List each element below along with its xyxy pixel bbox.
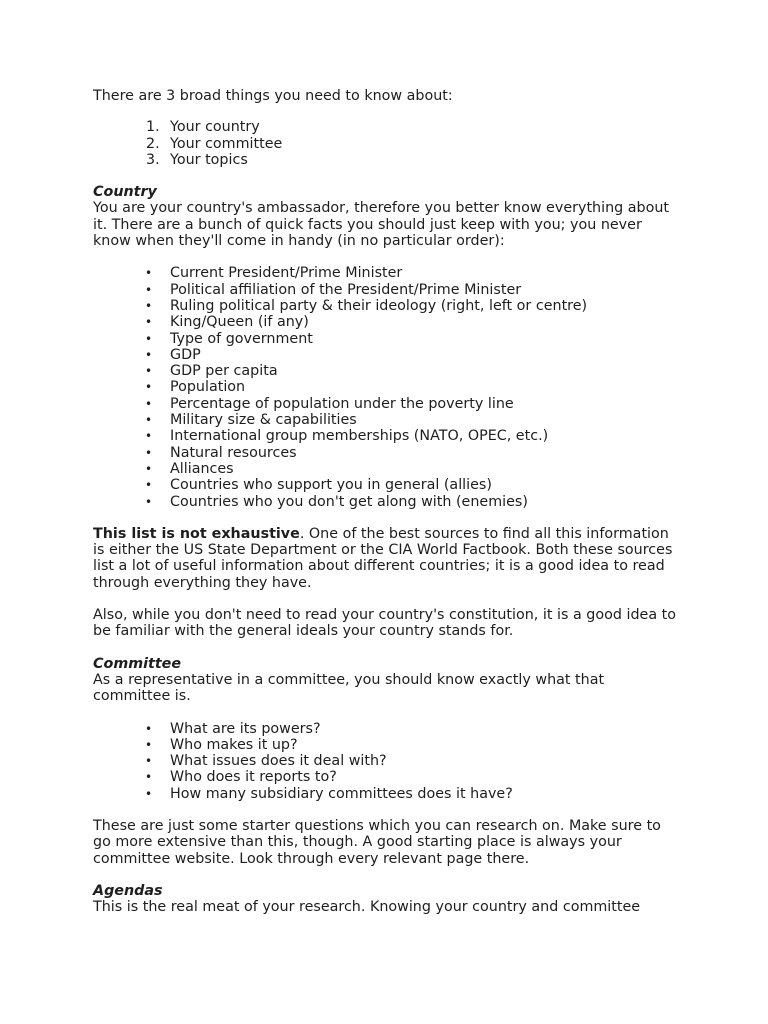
list-item xyxy=(93,428,683,444)
list-item-text: GDP per capita xyxy=(170,363,278,380)
bullet-icon: • xyxy=(145,786,153,801)
list-item-text: Your committee xyxy=(170,135,283,152)
list-item xyxy=(93,477,683,493)
country-facts-list xyxy=(93,265,683,509)
list-item xyxy=(93,737,683,753)
bullet-icon: • xyxy=(145,282,153,297)
list-item xyxy=(93,786,683,802)
agendas-intro-paragraph: This is the real meat of your research. Knowing your country and committee xyxy=(93,899,641,916)
bullet-icon: • xyxy=(145,266,153,281)
list-item-text: Natural resources xyxy=(170,444,297,461)
committee-intro-paragraph: As a representative in a committee, you should know exactly what that committee is. xyxy=(93,671,605,705)
not-exhaustive-text: . One of the best sources to find all this information is either the US State Department or the CIA World Factbook. Both these sources list a lot of useful information about different countries; it is a good idea to read through everything they have. xyxy=(93,525,673,591)
list-item-text: Your topics xyxy=(170,151,248,168)
list-item-text: Percentage of population under the poverty line xyxy=(170,395,514,412)
list-item-text: King/Queen (if any) xyxy=(170,314,309,331)
list-item-text: Who makes it up? xyxy=(170,736,298,753)
list-item xyxy=(93,347,683,363)
list-item xyxy=(93,445,683,461)
list-item xyxy=(93,152,683,168)
list-item-text: Countries who you don't get along with (enemies) xyxy=(170,493,528,510)
list-item-text: Ruling political party & their ideology (right, left or centre) xyxy=(170,297,588,314)
intro-paragraph: There are 3 broad things you need to know about: xyxy=(93,88,453,104)
agendas-heading: Agendas xyxy=(93,882,163,899)
not-exhaustive-bold: This list is not exhaustive xyxy=(93,525,300,542)
list-item xyxy=(93,412,683,428)
list-item-text: Who does it reports to? xyxy=(170,769,337,786)
committee-questions-list xyxy=(93,721,683,802)
list-item xyxy=(93,331,683,347)
list-item xyxy=(93,379,683,395)
list-item xyxy=(93,282,683,298)
list-item-text: Countries who support you in general (allies) xyxy=(170,477,492,494)
bullet-icon: • xyxy=(145,461,153,476)
bullet-icon: • xyxy=(145,494,153,509)
list-item xyxy=(93,363,683,379)
bullet-icon: • xyxy=(145,413,153,428)
list-item xyxy=(93,265,683,281)
list-number: 2. xyxy=(146,135,160,152)
list-item-text: What are its powers? xyxy=(170,720,321,737)
bullet-icon: • xyxy=(145,364,153,379)
list-item-text: Population xyxy=(170,379,246,396)
list-item xyxy=(93,494,683,510)
list-item-text: Political affiliation of the President/Prime Minister xyxy=(170,281,522,298)
list-item xyxy=(93,753,683,769)
bullet-icon: • xyxy=(145,737,153,752)
list-item-text: Military size & capabilities xyxy=(170,412,357,429)
bullet-icon: • xyxy=(145,315,153,330)
bullet-icon: • xyxy=(145,429,153,444)
bullet-icon: • xyxy=(145,445,153,460)
bullet-icon: • xyxy=(145,754,153,769)
list-item-text: Current President/Prime Minister xyxy=(170,265,403,282)
list-item xyxy=(93,314,683,330)
committee-heading: Committee xyxy=(93,655,182,672)
not-exhaustive-paragraph xyxy=(93,526,683,591)
bullet-icon: • xyxy=(145,331,153,346)
committee-outro-paragraph: These are just some starter questions which you can research on. Make sure to go more extensive than this, though. A good starting place is always your committee website. Look through every relevant page there. xyxy=(93,817,661,867)
list-item xyxy=(93,769,683,785)
list-item-text: What issues does it deal with? xyxy=(170,753,387,770)
document-body xyxy=(93,88,683,915)
list-number: 1. xyxy=(146,119,160,136)
list-number: 3. xyxy=(146,151,160,168)
list-item xyxy=(93,119,683,135)
bullet-icon: • xyxy=(145,396,153,411)
bullet-icon: • xyxy=(145,721,153,736)
list-item xyxy=(93,396,683,412)
bullet-icon: • xyxy=(145,770,153,785)
bullet-icon: • xyxy=(145,478,153,493)
list-item-text: International group memberships (NATO, OPEC, etc.) xyxy=(170,428,549,445)
country-heading: Country xyxy=(93,184,157,201)
list-item xyxy=(93,136,683,152)
bullet-icon: • xyxy=(145,380,153,395)
bullet-icon: • xyxy=(145,298,153,313)
list-item xyxy=(93,721,683,737)
constitution-paragraph: Also, while you don't need to read your country's constitution, it is a good idea to be familiar with the general ideals your country stands for. xyxy=(93,607,676,640)
bullet-icon: • xyxy=(145,347,153,362)
broad-things-list xyxy=(93,119,683,168)
list-item-text: Your country xyxy=(170,119,260,136)
list-item-text: GDP xyxy=(170,346,201,363)
country-intro-paragraph: You are your country's ambassador, therefore you better know everything about it. There are a bunch of quick facts you should just keep with you; you never know when they'll come in handy (in no particular order): xyxy=(93,200,670,250)
list-item xyxy=(93,461,683,477)
list-item-text: Type of government xyxy=(170,330,313,347)
list-item-text: How many subsidiary committees does it have? xyxy=(170,785,513,802)
list-item-text: Alliances xyxy=(170,460,234,477)
list-item xyxy=(93,298,683,314)
